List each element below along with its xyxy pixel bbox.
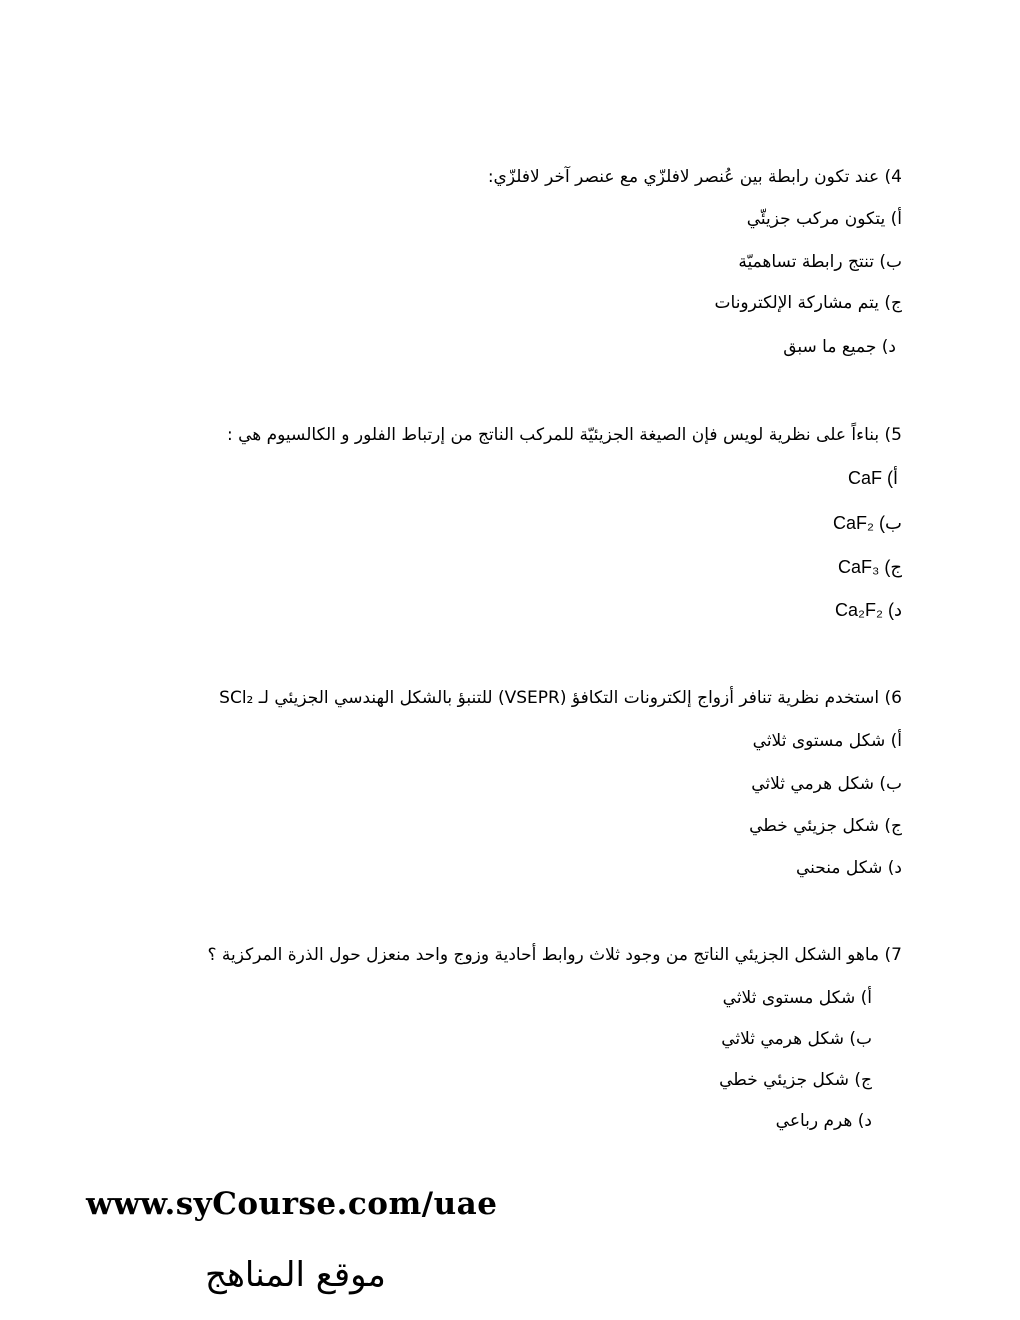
question-7-option-d: د) هرم رباعي <box>775 1111 872 1131</box>
question-5-option-b: ب) CaF₂ <box>833 513 902 533</box>
question-6-option-b: ب) شكل هرمي ثلاثي <box>751 774 902 794</box>
question-4-option-c: ج) يتم مشاركة الإلكترونات <box>714 293 902 313</box>
question-7-option-c: ج) شكل جزيئي خطي <box>719 1070 872 1090</box>
question-4-option-d: د) جميع ما سبق <box>783 337 896 357</box>
question-6-option-c: ج) شكل جزيئي خطي <box>749 816 902 836</box>
question-5-option-a: أ) CaF <box>847 468 898 488</box>
question-6-option-a: أ) شكل مستوى ثلاثي <box>752 731 902 751</box>
question-6-stem: 6) استخدم نظرية تنافر أزواج إلكترونات التكافؤ (VSEPR) للتنبؤ بالشكل الهندسي الجزيئي لـ SCl₂ <box>219 688 902 708</box>
question-5-option-c: ج) CaF₃ <box>838 557 902 577</box>
site-name-logo: موقع المناهج <box>205 1255 386 1295</box>
question-4-stem: 4) عند تكون رابطة بين عُنصر لافلزّي مع عنصر آخر لافلزّي: <box>487 167 902 187</box>
question-4-option-b: ب) تنتج رابطة تساهميّة <box>738 252 902 272</box>
question-5-option-d: د) Ca₂F₂ <box>835 600 902 620</box>
question-7-option-a: أ) شكل مستوى ثلاثي <box>722 988 872 1008</box>
question-5-stem: 5) بناءاً على نظرية لويس فإن الصيغة الجزيئيّة للمركب الناتج من إرتباط الفلور و الكالسيوم هي : <box>226 425 902 445</box>
question-7-stem: 7) ماهو الشكل الجزيئي الناتج من وجود ثلاث روابط أحادية وزوج واحد منعزل حول الذرة المركزية ؟ <box>207 945 902 965</box>
question-6-option-d: د) شكل منحني <box>795 858 902 878</box>
question-4-option-a: أ) يتكون مركب جزيئّي <box>746 209 902 229</box>
site-url[interactable]: www.syCourse.com/uae <box>86 1186 498 1222</box>
question-7-option-b: ب) شكل هرمي ثلاثي <box>721 1029 872 1049</box>
